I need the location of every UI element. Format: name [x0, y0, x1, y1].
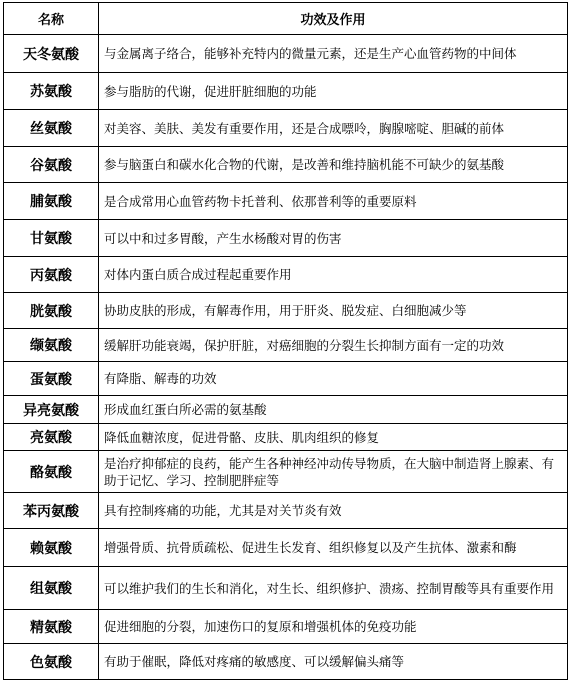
- amino-acid-name: 胱氨酸: [4, 293, 99, 329]
- amino-acid-effect: 对美容、美肤、美发有重要作用，还是合成嘌呤，胸腺嘧啶、胆碱的前体: [99, 110, 568, 147]
- amino-acid-name: 丝氨酸: [4, 110, 99, 147]
- amino-acid-name: 苏氨酸: [4, 73, 99, 110]
- table-row: [4, 183, 568, 220]
- amino-acid-name: 蛋氨酸: [4, 362, 99, 396]
- amino-acid-name: 脯氨酸: [4, 183, 99, 220]
- table-row: [4, 257, 568, 293]
- amino-acid-effect: 可以维护我们的生长和消化，对生长、组织修护、溃疡、控制胃酸等具有重要作用: [99, 567, 568, 610]
- amino-acid-effect: 参与脂肪的代谢，促进肝脏细胞的功能: [99, 73, 568, 110]
- table-row: [4, 529, 568, 567]
- amino-acid-effect: 是治疗抑郁症的良药，能产生各种神经冲动传导物质，在大脑中制造肾上腺素、有助于记忆、学习、控制肥胖症等: [99, 451, 568, 493]
- amino-acid-name: 亮氨酸: [4, 424, 99, 451]
- table-body: [4, 35, 568, 680]
- amino-acid-effect: 是合成常用心血管药物卡托普利、依那普利等的重要原料: [99, 183, 568, 220]
- table-row: [4, 73, 568, 110]
- amino-acid-name: 甘氨酸: [4, 220, 99, 257]
- header-effect: 功效及作用: [99, 3, 568, 35]
- amino-acid-effect: 缓解肝功能衰竭，保护肝脏，对癌细胞的分裂生长抑制方面有一定的功效: [99, 329, 568, 362]
- table-row: [4, 493, 568, 529]
- amino-acid-table: [3, 2, 568, 680]
- amino-acid-effect: 参与脑蛋白和碳水化合物的代谢，是改善和维持脑机能不可缺少的氨基酸: [99, 147, 568, 183]
- amino-acid-effect: 有降脂、解毒的功效: [99, 362, 568, 396]
- amino-acid-name: 赖氨酸: [4, 529, 99, 567]
- table-row: [4, 567, 568, 610]
- header-name: 名称: [4, 3, 99, 35]
- amino-acid-effect: 协助皮肤的形成，有解毒作用，用于肝炎、脱发症、白细胞减少等: [99, 293, 568, 329]
- table-row: [4, 451, 568, 493]
- amino-acid-name: 异亮氨酸: [4, 396, 99, 424]
- table-row: [4, 329, 568, 362]
- table-row: [4, 424, 568, 451]
- amino-acid-name: 缬氨酸: [4, 329, 99, 362]
- amino-acid-effect: 有助于催眠，降低对疼痛的敏感度、可以缓解偏头痛等: [99, 644, 568, 680]
- table-row: [4, 147, 568, 183]
- amino-acid-effect: 具有控制疼痛的功能，尤其是对关节炎有效: [99, 493, 568, 529]
- table-row: [4, 396, 568, 424]
- amino-acid-name: 天冬氨酸: [4, 35, 99, 73]
- amino-acid-name: 色氨酸: [4, 644, 99, 680]
- amino-acid-effect: 与金属离子络合，能够补充特内的微量元素，还是生产心血管药物的中间体: [99, 35, 568, 73]
- table-row: [4, 362, 568, 396]
- amino-acid-name: 酪氨酸: [4, 451, 99, 493]
- table-row: [4, 110, 568, 147]
- amino-acid-effect: 对体内蛋白质合成过程起重要作用: [99, 257, 568, 293]
- table-row: [4, 35, 568, 73]
- table-row: [4, 220, 568, 257]
- amino-acid-name: 苯丙氨酸: [4, 493, 99, 529]
- amino-acid-effect: 形成血红蛋白所必需的氨基酸: [99, 396, 568, 424]
- amino-acid-effect: 降低血糖浓度，促进骨骼、皮肤、肌肉组织的修复: [99, 424, 568, 451]
- table-row: [4, 610, 568, 644]
- header-row: [4, 3, 568, 35]
- amino-acid-name: 组氨酸: [4, 567, 99, 610]
- amino-acid-name: 谷氨酸: [4, 147, 99, 183]
- amino-acid-name: 精氨酸: [4, 610, 99, 644]
- amino-acid-name: 丙氨酸: [4, 257, 99, 293]
- table-row: [4, 293, 568, 329]
- amino-acid-effect: 可以中和过多胃酸，产生水杨酸对胃的伤害: [99, 220, 568, 257]
- amino-acid-effect: 促进细胞的分裂，加速伤口的复原和增强机体的免疫功能: [99, 610, 568, 644]
- amino-acid-effect: 增强骨质、抗骨质疏松、促进生长发育、组织修复以及产生抗体、激素和酶: [99, 529, 568, 567]
- table-row: [4, 644, 568, 680]
